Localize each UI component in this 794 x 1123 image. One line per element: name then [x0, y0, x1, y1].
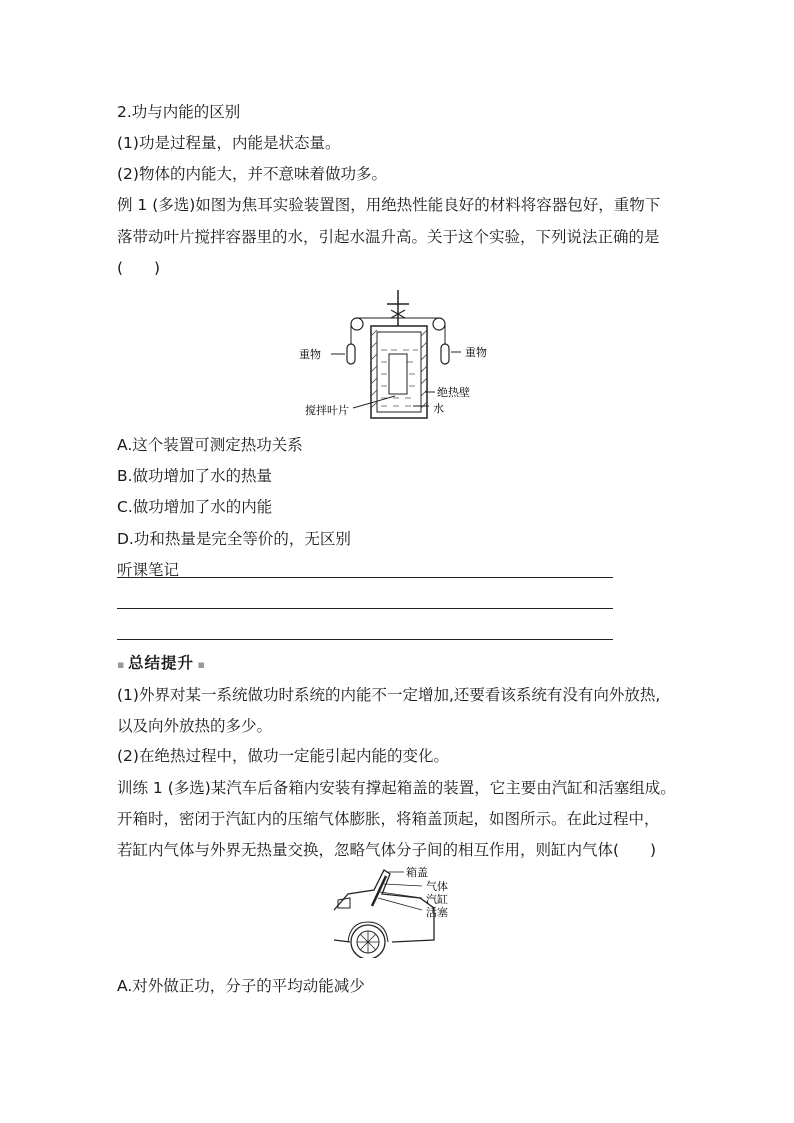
summary-title: 总结提升	[127, 654, 194, 672]
gas-label: 气体	[426, 880, 448, 893]
option-c: C.做功增加了水的内能	[117, 498, 273, 516]
water-label: 水	[433, 402, 444, 415]
training-1-line-3: 若缸内气体与外界无热量交换，忽略气体分子间的相互作用，则缸内气体( )	[117, 841, 657, 859]
summary-1-line-2: 以及向外放热的多少。	[117, 717, 273, 735]
option-b: B.做功增加了水的热量	[117, 467, 273, 485]
example-1-line-2: 落带动叶片搅拌容器里的水，引起水温升高。关于这个实验，下列说法正确的是	[117, 228, 660, 246]
point-2: (2)物体的内能大，并不意味着做功多。	[117, 165, 387, 183]
joule-apparatus-diagram	[295, 288, 505, 424]
summary-1-line-1: (1)外界对某一系统做功时系统的内能不一定增加,还要看该系统有没有向外放热,	[117, 686, 661, 704]
training-1-line-2: 开箱时，密闭于汽缸内的压缩气体膨胀，将箱盖顶起，如图所示。在此过程中，	[117, 810, 660, 828]
stirring-blade-label: 搅拌叶片	[305, 404, 349, 417]
left-weight-label: 重物	[299, 348, 321, 361]
option-d: D.功和热量是完全等价的，无区别	[117, 530, 351, 548]
joule-apparatus-figure	[295, 288, 505, 424]
summary-left-dot-icon: ▪	[117, 658, 128, 671]
section-heading: 2.功与内能的区别	[117, 103, 241, 121]
right-weight-label: 重物	[465, 346, 487, 359]
example-1-line-1: 例 1 (多选)如图为焦耳实验装置图，用绝热性能良好的材料将容器包好，重物下	[117, 196, 661, 214]
summary-heading	[117, 653, 205, 675]
insulating-wall-label: 绝热壁	[437, 386, 470, 399]
cylinder-label: 汽缸	[426, 893, 448, 906]
notes-label: 听课笔记	[117, 561, 180, 579]
notes-line-1	[117, 577, 613, 578]
notes-line-2	[117, 608, 613, 609]
training-option-a: A.对外做正功，分子的平均动能减少	[117, 977, 365, 995]
trunk-lid-label: 箱盖	[406, 866, 428, 879]
option-a: A.这个装置可测定热功关系	[117, 436, 303, 454]
point-1: (1)功是过程量，内能是状态量。	[117, 134, 341, 152]
summary-right-dot-icon: ▪	[193, 658, 205, 671]
example-1-answer-blank: ( )	[117, 259, 161, 277]
piston-label: 活塞	[426, 906, 448, 919]
notes-line-3	[117, 639, 613, 640]
car-trunk-strut-figure	[330, 864, 470, 958]
summary-2: (2)在绝热过程中，做功一定能引起内能的变化。	[117, 747, 449, 765]
car-trunk-strut-diagram	[330, 864, 470, 958]
training-1-line-1: 训练 1 (多选)某汽车后备箱内安装有撑起箱盖的装置，它主要由汽缸和活塞组成。	[117, 779, 676, 797]
